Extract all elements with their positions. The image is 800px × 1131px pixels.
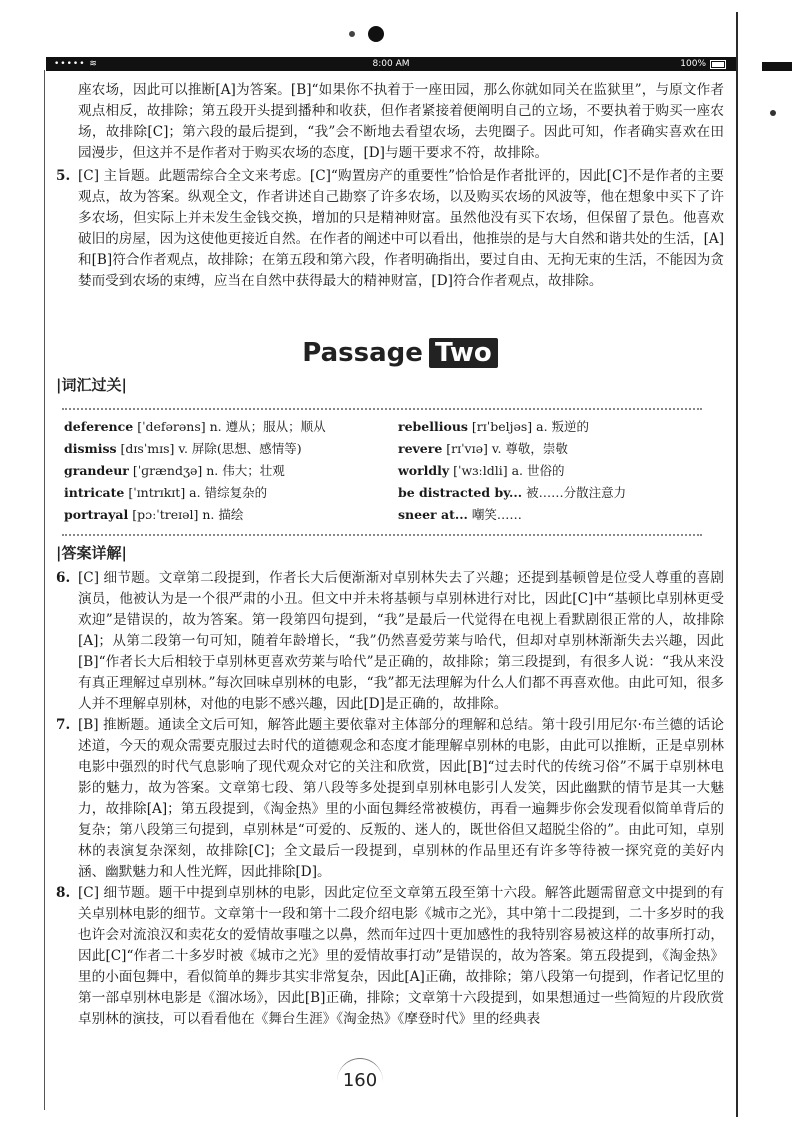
battery-label: 100% xyxy=(680,59,706,69)
item-number: 6. xyxy=(56,570,71,586)
side-tab xyxy=(762,62,792,71)
top-paragraph: 座农场，因此可以推断[A]为答案。[B]“如果你不执着于一座田园，那么你就如同关在监狱里”，与原文作者观点相反，故排除；第五段开头提到播种和收获，但作者紧接着便阐明自己的立场，不要执着于购买一座农场，故排除[C]；第六段的最后提到，“我”会不断地去看望农场，去兜圈子。因此可知，作者确实喜欢在田园漫步，但这并不是作者对于购买农场的态度，[D]与题干要求不符，故排除。 xyxy=(78,82,724,161)
small-camera-dot xyxy=(349,31,355,37)
item-number: 5. xyxy=(56,168,71,184)
vocab-heading: |词汇过关| xyxy=(56,376,127,394)
answers-heading: |答案详解| xyxy=(56,544,127,562)
vocab-entry: be distracted by... 被……分散注意力 xyxy=(398,485,627,500)
vocab-column-right xyxy=(398,416,718,526)
vocab-entry: worldly [ˈwɜːldli] a. 世俗的 xyxy=(398,463,565,478)
item-text: [B] 推断题。通读全文后可知，解答此题主要依靠对主体部分的理解和总结。第十段引用尼尔·布兰德的话论述道，今天的观众需要克服过去时代的道德观念和态度才能理解卓别林的电影，由此可以推断，正是卓别林电影中强烈的时代气息影响了现代观众对它的关注和欣赏，因此[B]“过去时代的传统习俗”不属于卓别林电影的魅力，故为答案。文章第七段、第八段等多处提到卓别林电影引人发笑，因此幽默的情节是其一大魅力，故排除[A]；第五段提到，《淘金热》里的小面包舞经常被模仿，再看一遍舞步你会发现看似简单背后的复杂；第八段第三句提到，卓别林是“可爱的、反叛的、迷人的，既世俗但又超脱尘俗的”。由此可知，卓别林的表演复杂深刻，故排除[C]；全文最后一段提到，卓别林的作品里还有许多等待被一探究竟的美好内涵、幽默魅力和人性光辉，因此排除[D]。 xyxy=(78,717,724,880)
passage-title xyxy=(0,338,800,368)
battery-icon xyxy=(710,60,726,69)
vocab-entry: revere [rɪˈvɪə] v. 尊敬，崇敬 xyxy=(398,441,568,456)
item-number: 7. xyxy=(56,717,71,733)
battery-status xyxy=(680,57,726,71)
passage-word: Passage xyxy=(302,338,423,368)
signal-icon: ••••• ≋ xyxy=(54,59,98,69)
camera-dot xyxy=(368,26,384,42)
item-number: 8. xyxy=(56,885,71,901)
vocab-column-left xyxy=(64,416,384,526)
top-content xyxy=(52,80,724,292)
answer-item-5 xyxy=(52,166,724,292)
vocab-entry: rebellious [rɪˈbeljəs] a. 叛逆的 xyxy=(398,419,590,434)
passage-number: Two xyxy=(429,338,498,368)
vocab-entry: deference [ˈdefərəns] n. 遵从；服从；顺从 xyxy=(64,419,326,434)
vocab-entry: sneer at... 嘲笑…… xyxy=(398,507,522,522)
frame-right-line xyxy=(736,12,738,1117)
vocab-entry: dismiss [dɪsˈmɪs] v. 屏除(思想、感情等) xyxy=(64,441,302,456)
answer-item-7 xyxy=(52,715,724,883)
page-number: 160 xyxy=(342,1070,378,1091)
item-text: [C] 细节题。文章第二段提到，作者长大后便渐渐对卓别林失去了兴趣；还提到基顿曾是位受人尊重的喜剧演员，他被认为是一个很严肃的小丑。但文中并未将基顿与卓别林进行对比，因此[C]中“基顿比卓别林更受欢迎”是错误的，故为答案。第一段第四句提到，“我”是最后一代觉得在电视上看默剧很正常的人，故排除[A]；从第二段第一句可知，随着年龄增长，“我”仍然喜爱劳莱与哈代，但却对卓别林渐渐失去兴趣，因此[B]“作者长大后相较于卓别林更喜欢劳莱与哈代”是正确的，故排除；第三段提到，有很多人说：“我从来没有真正理解过卓别林。”每次回味卓别林的电影，“我”都无法理解为什么人们都不再喜欢他。由此可知，很多人并不理解卓别林，对他的电影不感兴趣，因此[D]是正确的，故排除。 xyxy=(78,570,724,712)
frame-left-line xyxy=(44,70,45,1110)
status-bar xyxy=(46,57,736,71)
status-time: 8:00 AM xyxy=(372,59,410,69)
answers-section xyxy=(52,568,724,1030)
side-mark xyxy=(770,110,776,116)
vocab-entry: portrayal [pɔːˈtreɪəl] n. 描绘 xyxy=(64,507,244,522)
answer-item-8 xyxy=(52,883,724,1030)
vocab-box xyxy=(62,408,702,536)
vocab-entry: grandeur [ˈɡrændʒə] n. 伟大；壮观 xyxy=(64,463,285,478)
answer-item-6 xyxy=(52,568,724,715)
vocab-entry: intricate [ˈɪntrɪkɪt] a. 错综复杂的 xyxy=(64,485,268,500)
item-text: [C] 细节题。题干中提到卓别林的电影，因此定位至文章第五段至第十六段。解答此题需留意文中提到的有关卓别林电影的细节。文章第十一段和第十二段介绍电影《城市之光》，其中第十二段提到，二十多岁时的我也许会对流浪汉和卖花女的爱情故事嗤之以鼻，然而年过四十更加感性的我特别容易被这样的故事所打动，因此[C]“作者二十多岁时被《城市之光》里的爱情故事打动”是错误的，故为答案。第五段提到，《淘金热》里的小面包舞中，看似简单的舞步其实非常复杂，因此[A]正确，故排除；第八段第一句提到，作者记忆里的第一部卓别林电影是《溜冰场》，因此[B]正确，排除；文章第十六段提到，如果想通过一些简短的片段欣赏卓别林的演技，可以看看他在《舞台生涯》《淘金热》《摩登时代》里的经典表 xyxy=(78,885,724,1027)
item-text: [C] 主旨题。此题需综合全文来考虑。[C]“购置房产的重要性”恰恰是作者批评的，因此[C]不是作者的主要观点，故为答案。纵观全文，作者讲述自己勘察了许多农场，以及购买农场的风波等，他在想象中买下了许多农场，但实际上并未发生金钱交换，增加的只是精神财富。虽然他没有买下农场，但保留了景色。他喜欢破旧的房屋，因为这使他更接近自然。在作者的阐述中可以看出，他推崇的是与大自然和谐共处的生活，[A]和[B]符合作者观点，故排除；在第五段和第六段，作者明确指出，要过自由、无拘无束的生活，不能因为贪婪而受到农场的束缚，应当在自然中获得最大的精神财富，[D]符合作者观点，故排除。 xyxy=(78,168,724,289)
